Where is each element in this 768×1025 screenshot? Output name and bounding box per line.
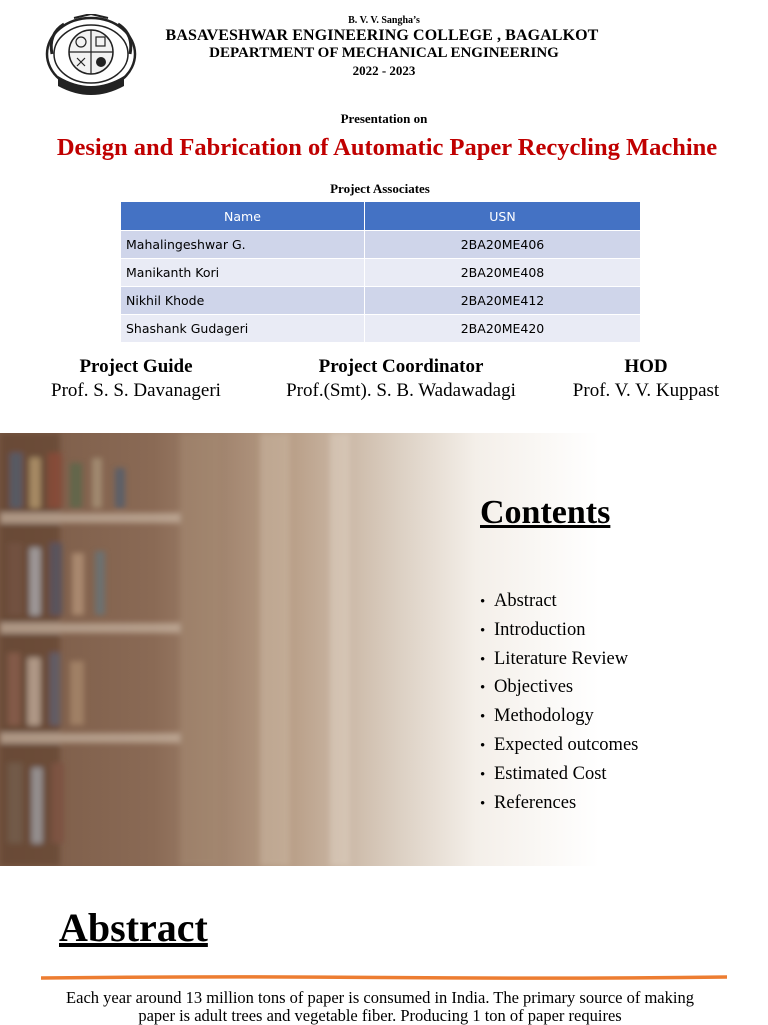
table-header-name: Name xyxy=(121,202,365,231)
abstract-divider xyxy=(41,967,727,972)
associate-usn: 2BA20ME412 xyxy=(365,287,641,315)
college-name xyxy=(0,27,768,45)
college-name-text: BASAVESHWAR ENGINEERING COLLEGE , BAGALKOT xyxy=(165,27,599,44)
associates-label: Project Associates xyxy=(330,181,430,196)
presentation-title: Design and Fabrication of Automatic Paper Recycling Machine xyxy=(56,134,718,161)
list-item xyxy=(480,789,638,818)
abstract-paragraph: Each year around 13 million tons of paper is consumed in India. The primary source of making paper is adult trees and vegetable fiber. Producing 1 ton of paper requires xyxy=(66,988,694,1025)
bullet-icon: • xyxy=(480,680,486,697)
list-item xyxy=(480,760,638,789)
bullet-icon: • xyxy=(480,795,486,812)
project-coordinator xyxy=(266,356,536,402)
list-item xyxy=(480,673,638,702)
associate-name: Nikhil Khode xyxy=(121,287,365,315)
contents-item-label: Objectives xyxy=(494,677,574,698)
hod xyxy=(556,356,736,402)
associate-name: Mahalingeshwar G. xyxy=(121,231,365,259)
contents-item-label: Expected outcomes xyxy=(494,734,639,755)
table-row xyxy=(121,315,641,343)
table-header-usn: USN xyxy=(365,202,641,231)
table-header-row xyxy=(121,202,641,231)
contents-slide xyxy=(0,433,768,866)
table-row xyxy=(121,287,641,315)
presentation-on-label: Presentation on xyxy=(340,111,428,126)
department-name-text: DEPARTMENT OF MECHANICAL ENGINEERING xyxy=(209,45,559,61)
list-item xyxy=(480,702,638,731)
faculty-roles xyxy=(0,356,768,416)
associate-usn: 2BA20ME406 xyxy=(365,231,641,259)
academic-year: 2022 - 2023 xyxy=(352,63,416,78)
list-item xyxy=(480,616,638,645)
list-item xyxy=(480,645,638,674)
associate-name: Manikanth Kori xyxy=(121,259,365,287)
associate-usn: 2BA20ME408 xyxy=(365,259,641,287)
list-item xyxy=(480,587,638,616)
bullet-icon: • xyxy=(480,737,486,754)
role-person: Prof.(Smt). S. B. Wadawadagi xyxy=(286,380,516,401)
list-item xyxy=(480,731,638,760)
bullet-icon: • xyxy=(480,594,486,610)
library-background-image xyxy=(0,433,768,866)
bullet-icon: • xyxy=(480,709,486,726)
contents-item-label: Methodology xyxy=(494,706,594,727)
project-guide xyxy=(26,356,246,402)
associates-table xyxy=(121,202,641,342)
role-person: Prof. V. V. Kuppast xyxy=(572,380,720,401)
bullet-icon: • xyxy=(480,651,486,668)
associate-usn: 2BA20ME420 xyxy=(365,315,641,343)
contents-heading: Contents xyxy=(480,494,611,531)
table-row xyxy=(121,231,641,259)
title-slide xyxy=(0,0,768,433)
associate-name: Shashank Gudageri xyxy=(121,315,365,343)
department-name xyxy=(0,45,768,62)
role-title: HOD xyxy=(624,356,668,377)
contents-item-label: Introduction xyxy=(494,619,586,640)
contents-item-label: Estimated Cost xyxy=(494,763,607,784)
bullet-icon: • xyxy=(480,766,486,783)
role-title: Project Guide xyxy=(79,356,193,377)
abstract-heading: Abstract xyxy=(59,905,208,950)
table-row xyxy=(121,259,641,287)
bullet-icon: • xyxy=(480,622,486,639)
role-title: Project Coordinator xyxy=(318,356,484,377)
sangha-name: B. V. V. Sangha’s xyxy=(348,15,420,26)
contents-item-label: References xyxy=(494,792,577,813)
role-person: Prof. S. S. Davanageri xyxy=(51,380,221,401)
contents-item-label: Literature Review xyxy=(494,648,629,669)
contents-list xyxy=(480,587,638,817)
contents-item-label: Abstract xyxy=(494,591,557,611)
